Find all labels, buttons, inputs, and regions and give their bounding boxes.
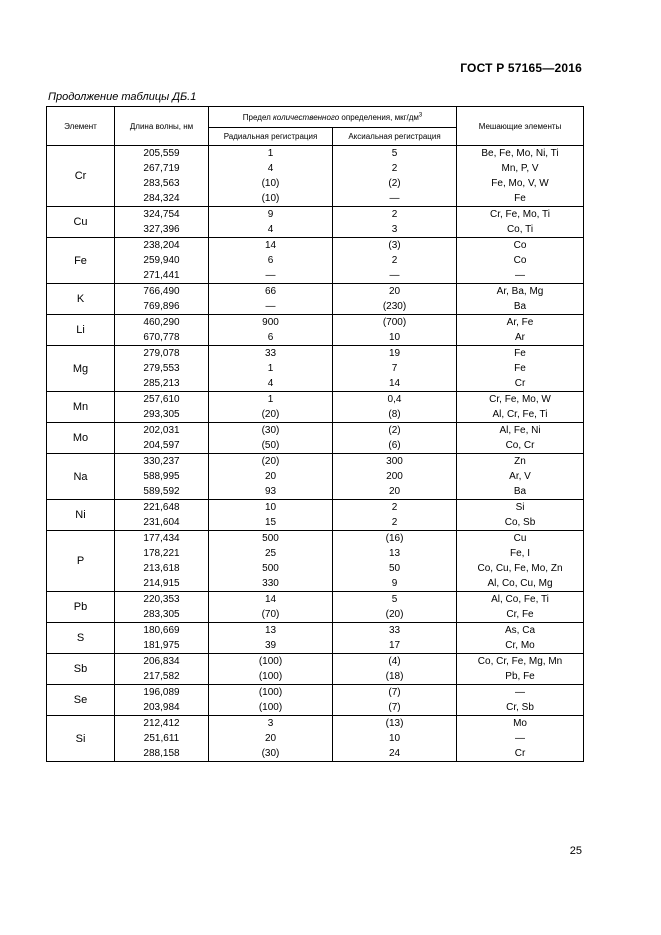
cell-line: Cr, Fe, Mo, W	[489, 394, 551, 405]
cell-line: —	[389, 193, 400, 204]
element-cell: Se	[47, 685, 115, 716]
cell-line: Pb, Fe	[505, 671, 535, 682]
radial-cell	[209, 423, 333, 454]
cell-line: Cr, Sb	[506, 702, 534, 713]
cell-line: 1	[267, 148, 274, 159]
cell-line: 13	[264, 625, 277, 636]
interfering-cell	[457, 454, 584, 500]
cell-line: (230)	[382, 301, 407, 312]
wavelength-cell	[115, 623, 209, 654]
cell-line: 288,158	[143, 748, 180, 759]
table-row	[47, 392, 584, 423]
wavelength-cell	[115, 392, 209, 423]
wavelength-cell	[115, 531, 209, 592]
cell-line: 3	[391, 224, 398, 235]
cell-line: 900	[262, 317, 279, 328]
cell-line: 177,434	[143, 533, 180, 544]
element-cell: Ni	[47, 500, 115, 531]
cell-line: Ba	[513, 486, 527, 497]
cell-line: 500	[262, 563, 279, 574]
interfering-cell	[457, 146, 584, 207]
interfering-cell	[457, 207, 584, 238]
cell-line: (10)	[261, 178, 280, 189]
wavelength-cell	[115, 592, 209, 623]
cell-line: 10	[388, 332, 401, 343]
axial-cell	[333, 531, 457, 592]
cell-line: —	[265, 301, 276, 312]
element-cell: Sb	[47, 654, 115, 685]
axial-cell	[333, 623, 457, 654]
table-row	[47, 592, 584, 623]
element-cell: P	[47, 531, 115, 592]
cell-line: Cr, Mo	[505, 640, 535, 651]
radial-cell	[209, 500, 333, 531]
radial-cell	[209, 284, 333, 315]
wavelength-cell	[115, 146, 209, 207]
header-element: Элемент	[47, 107, 115, 146]
axial-cell	[333, 284, 457, 315]
interfering-cell	[457, 284, 584, 315]
cell-line: 279,553	[143, 363, 180, 374]
table-row	[47, 454, 584, 500]
cell-line: 238,204	[143, 240, 180, 251]
wavelength-cell	[115, 315, 209, 346]
element-cell: Cu	[47, 207, 115, 238]
axial-cell	[333, 346, 457, 392]
axial-cell	[333, 207, 457, 238]
cell-line: Al, Cr, Fe, Ti	[492, 409, 548, 420]
interfering-cell	[457, 392, 584, 423]
table-row	[47, 146, 584, 207]
cell-line: 279,078	[143, 348, 180, 359]
cell-line: (100)	[258, 702, 283, 713]
element-cell: Mn	[47, 392, 115, 423]
cell-line: 6	[267, 255, 274, 266]
cell-line: 202,031	[143, 425, 180, 436]
cell-line: 3	[267, 718, 274, 729]
cell-line: 284,324	[143, 193, 180, 204]
cell-line: (16)	[385, 533, 404, 544]
cell-line: 39	[264, 640, 277, 651]
cell-line: Al, Co, Cu, Mg	[487, 578, 553, 589]
wavelength-cell	[115, 685, 209, 716]
cell-line: (13)	[385, 718, 404, 729]
cell-line: 2	[391, 209, 398, 220]
radial-cell	[209, 146, 333, 207]
cell-line: Zn	[514, 456, 526, 467]
cell-line: 20	[388, 286, 401, 297]
cell-line: 50	[388, 563, 401, 574]
cell-line: Co, Cr, Fe, Mg, Mn	[477, 656, 563, 667]
element-cell: Na	[47, 454, 115, 500]
axial-cell	[333, 146, 457, 207]
standard-code: ГОСТ Р 57165—2016	[460, 61, 582, 75]
cell-line: Ar, Ba, Mg	[496, 286, 544, 297]
cell-line: (8)	[388, 409, 401, 420]
radial-cell	[209, 207, 333, 238]
element-cell: Fe	[47, 238, 115, 284]
cell-line: (100)	[258, 671, 283, 682]
cell-line: (20)	[385, 609, 404, 620]
cell-line: 330	[262, 578, 279, 589]
wavelength-cell	[115, 500, 209, 531]
cell-line: Al, Co, Fe, Ti	[491, 594, 549, 605]
cell-line: 33	[388, 625, 401, 636]
element-cell: Li	[47, 315, 115, 346]
axial-cell	[333, 454, 457, 500]
table-row	[47, 207, 584, 238]
cell-line: Co, Sb	[504, 517, 536, 528]
cell-line: 330,237	[143, 456, 180, 467]
cell-line: Cr	[514, 378, 526, 389]
cell-line: Fe	[514, 348, 526, 359]
cell-line: (70)	[261, 609, 280, 620]
cell-line: 221,648	[143, 502, 180, 513]
cell-line: 200	[386, 471, 403, 482]
cell-line: 766,490	[143, 286, 180, 297]
cell-line: 203,984	[143, 702, 180, 713]
cell-line: Co, Cr	[505, 440, 535, 451]
table-caption: Продолжение таблицы ДБ.1	[48, 91, 197, 103]
cell-line: 20	[264, 733, 277, 744]
cell-line: 2	[391, 517, 398, 528]
cell-line: 283,563	[143, 178, 180, 189]
cell-line: 500	[262, 533, 279, 544]
cell-line: Al, Fe, Ni	[499, 425, 541, 436]
cell-line: 267,719	[143, 163, 180, 174]
cell-line: 5	[391, 148, 398, 159]
radial-cell	[209, 654, 333, 685]
wavelength-cell	[115, 207, 209, 238]
cell-line: 213,618	[143, 563, 180, 574]
cell-line: 93	[264, 486, 277, 497]
cell-line: (50)	[261, 440, 280, 451]
cell-line: (2)	[388, 178, 401, 189]
radial-cell	[209, 454, 333, 500]
cell-line: 220,353	[143, 594, 180, 605]
interfering-cell	[457, 654, 584, 685]
cell-line: 13	[388, 548, 401, 559]
cell-line: 66	[264, 286, 277, 297]
table-row	[47, 238, 584, 284]
cell-line: (20)	[261, 409, 280, 420]
cell-line: 2	[391, 255, 398, 266]
interfering-cell	[457, 238, 584, 284]
table-row	[47, 423, 584, 454]
cell-line: 259,940	[143, 255, 180, 266]
cell-line: 178,221	[143, 548, 180, 559]
cell-line: 1	[267, 394, 274, 405]
cell-line: 327,396	[143, 224, 180, 235]
element-cell: Mg	[47, 346, 115, 392]
cell-line: (20)	[261, 456, 280, 467]
cell-line: 14	[388, 378, 401, 389]
cell-line: Fe	[514, 363, 526, 374]
radial-cell	[209, 716, 333, 762]
cell-line: 196,089	[143, 687, 180, 698]
cell-line: (30)	[261, 748, 280, 759]
cell-line: Ar	[515, 332, 526, 343]
wavelength-cell	[115, 654, 209, 685]
header-quantification-limit: Предел количественного определения, мкг/$дм^3$	[209, 107, 457, 128]
cell-line: 2	[391, 502, 398, 513]
cell-line: 24	[388, 748, 401, 759]
axial-cell	[333, 716, 457, 762]
wavelength-cell	[115, 238, 209, 284]
cell-line: Fe	[514, 193, 526, 204]
cell-line: 206,834	[143, 656, 180, 667]
cell-line: (10)	[261, 193, 280, 204]
table-row	[47, 623, 584, 654]
page-number: 25	[569, 845, 582, 857]
radial-cell	[209, 315, 333, 346]
cell-line: (100)	[258, 656, 283, 667]
cell-line: Cr, Fe	[506, 609, 534, 620]
table-row	[47, 654, 584, 685]
cell-line: As, Ca	[505, 625, 536, 636]
cell-line: (7)	[388, 687, 401, 698]
cell-line: 460,290	[143, 317, 180, 328]
cell-line: —	[389, 270, 400, 281]
cell-line: (18)	[385, 671, 404, 682]
wavelength-cell	[115, 454, 209, 500]
table-row	[47, 284, 584, 315]
cell-line: 283,305	[143, 609, 180, 620]
cell-line: (30)	[261, 425, 280, 436]
interfering-cell	[457, 315, 584, 346]
element-cell: Si	[47, 716, 115, 762]
cell-line: (3)	[388, 240, 401, 251]
cell-line: 0,4	[387, 394, 402, 405]
wavelength-cell	[115, 423, 209, 454]
interfering-cell	[457, 423, 584, 454]
cell-line: Cr, Fe, Mo, Ti	[490, 209, 551, 220]
element-cell: S	[47, 623, 115, 654]
cell-line: 4	[267, 378, 274, 389]
element-cell: Cr	[47, 146, 115, 207]
cell-line: 1	[267, 363, 274, 374]
cell-line: 180,669	[143, 625, 180, 636]
interfering-cell	[457, 346, 584, 392]
cell-line: 231,604	[143, 517, 180, 528]
cell-line: 217,582	[143, 671, 180, 682]
cell-line: 14	[264, 240, 277, 251]
interfering-cell	[457, 623, 584, 654]
interfering-cell	[457, 716, 584, 762]
wavelength-cell	[115, 346, 209, 392]
cell-line: (100)	[258, 687, 283, 698]
cell-line: 10	[388, 733, 401, 744]
cell-line: 212,412	[143, 718, 180, 729]
cell-line: 9	[391, 578, 398, 589]
cell-line: Co, Ti	[506, 224, 534, 235]
cell-line: 9	[267, 209, 274, 220]
axial-cell	[333, 685, 457, 716]
cell-line: 300	[386, 456, 403, 467]
header-wavelength: Длина волны, нм	[115, 107, 209, 146]
cell-line: Ar, Fe	[506, 317, 534, 328]
cell-line: —	[265, 270, 276, 281]
cell-line: 205,559	[143, 148, 180, 159]
interfering-cell	[457, 531, 584, 592]
axial-cell	[333, 500, 457, 531]
cell-line: 19	[388, 348, 401, 359]
cell-line: —	[515, 733, 526, 744]
cell-line: 10	[264, 502, 277, 513]
table-row	[47, 315, 584, 346]
element-cell: Pb	[47, 592, 115, 623]
radial-cell	[209, 238, 333, 284]
cell-line: Mo	[513, 718, 527, 729]
cell-line: 293,305	[143, 409, 180, 420]
interfering-cell	[457, 685, 584, 716]
cell-line: 285,213	[143, 378, 180, 389]
cell-line: 7	[391, 363, 398, 374]
cell-line: 589,592	[143, 486, 180, 497]
cell-line: 33	[264, 348, 277, 359]
cell-line: 17	[388, 640, 401, 651]
cell-line: Fe, I	[510, 548, 531, 559]
cell-line: 20	[264, 471, 277, 482]
cell-line: 181,975	[143, 640, 180, 651]
element-cell: K	[47, 284, 115, 315]
table-row	[47, 716, 584, 762]
wavelength-cell	[115, 716, 209, 762]
cell-line: Mn, P, V	[501, 163, 539, 174]
cell-line: Ar, V	[509, 471, 531, 482]
data-table	[46, 106, 584, 762]
header-radial: Радиальная регистрация	[209, 128, 333, 146]
cell-line: 670,778	[143, 332, 180, 343]
cell-line: (700)	[382, 317, 407, 328]
cell-line: 324,754	[143, 209, 180, 220]
cell-line: 14	[264, 594, 277, 605]
radial-cell	[209, 392, 333, 423]
cell-line: Fe, Mo, V, W	[491, 178, 549, 189]
radial-cell	[209, 623, 333, 654]
header-axial: Аксиальная регистрация	[333, 128, 457, 146]
cell-line: —	[515, 270, 526, 281]
radial-cell	[209, 346, 333, 392]
cell-line: —	[515, 687, 526, 698]
cell-line: 20	[388, 486, 401, 497]
element-cell: Mo	[47, 423, 115, 454]
table-row	[47, 346, 584, 392]
cell-line: 6	[267, 332, 274, 343]
radial-cell	[209, 685, 333, 716]
cell-line: 204,597	[143, 440, 180, 451]
cell-line: 5	[391, 594, 398, 605]
radial-cell	[209, 531, 333, 592]
cell-line: 271,441	[143, 270, 180, 281]
cell-line: 15	[264, 517, 277, 528]
interfering-cell	[457, 592, 584, 623]
cell-line: 4	[267, 224, 274, 235]
cell-line: Cr	[514, 748, 526, 759]
cell-line: 2	[391, 163, 398, 174]
table-row	[47, 531, 584, 592]
cell-line: 251,611	[143, 733, 180, 744]
table-body	[47, 146, 584, 762]
axial-cell	[333, 392, 457, 423]
cell-line: Co	[513, 255, 527, 266]
cell-line: 769,896	[143, 301, 180, 312]
axial-cell	[333, 423, 457, 454]
axial-cell	[333, 592, 457, 623]
cell-line: 588,995	[143, 471, 180, 482]
cell-line: 257,610	[143, 394, 180, 405]
cell-line: (6)	[388, 440, 401, 451]
axial-cell	[333, 315, 457, 346]
cell-line: Cu	[513, 533, 527, 544]
cell-line: (7)	[388, 702, 401, 713]
axial-cell	[333, 654, 457, 685]
cell-line: Si	[515, 502, 525, 513]
table-row	[47, 500, 584, 531]
cell-line: Co, Cu, Fe, Mo, Zn	[477, 563, 563, 574]
cell-line: (2)	[388, 425, 401, 436]
wavelength-cell	[115, 284, 209, 315]
cell-line: Ba	[513, 301, 527, 312]
cell-line: 214,915	[143, 578, 180, 589]
cell-line: Co	[513, 240, 527, 251]
cell-line: (4)	[388, 656, 401, 667]
radial-cell	[209, 592, 333, 623]
axial-cell	[333, 238, 457, 284]
table-row	[47, 685, 584, 716]
cell-line: 25	[264, 548, 277, 559]
header-interfering: Мешающие элементы	[457, 107, 584, 146]
cell-line: 4	[267, 163, 274, 174]
cell-line: Be, Fe, Mo, Ni, Ti	[481, 148, 559, 159]
interfering-cell	[457, 500, 584, 531]
